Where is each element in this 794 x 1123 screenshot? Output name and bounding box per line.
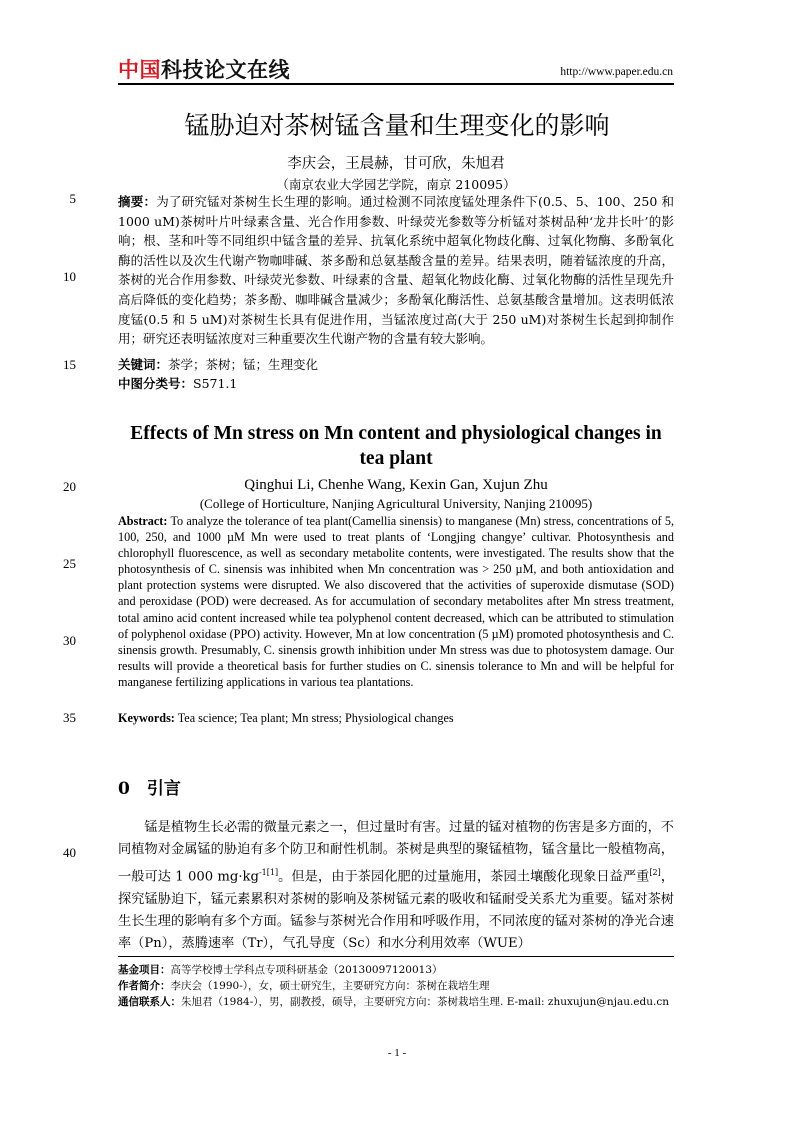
abstract-en-label: Abstract: xyxy=(118,514,168,528)
header-rule xyxy=(118,83,674,85)
abstract-en-text: To analyze the tolerance of tea plant(Camellia sinensis) to manganese (Mn) stress, concentrations of 5, 100, 250, and 1000 µM Mn were used to treat plants of ‘Longjing changye’ cultivar. Photosynthesis and chlorophyll fluorescence, as well as secondary metabolite contents, were investigated. The results show that the photosynthesis of C. sinensis was inhibited when Mn concentration was > 250 µM, and both antioxidation and plant protection systems were disrupted. We also discovered that the activities of superoxide dismutase (SOD) and peroxidase (POD) were decreased. As for accumulation of secondary metabolites after Mn stress treatment, total amino acid content increased while tea polyphenol content decreased, which can be attributed to stimulation of polyphenol oxidase (PPO) activity. However, Mn at low concentration (5 µM) promoted photosynthesis and C. sinensis growth. Presumably, C. sinensis growth inhibition under Mn stress was due to photosystem damage. Our results will provide a theoretical basis for further studies on C. sinensis tolerance to Mn and will be helpful for manganese fertilizing applications in various tea plantations. xyxy=(118,514,674,689)
section-title: 0 引言 xyxy=(118,779,181,799)
footnote-contact-text: 朱旭君（1984-），男，副教授，硕导，主要研究方向：茶树栽培生理. E-mail: zhuxujun@njau.edu.cn xyxy=(181,996,669,1008)
keywords-en-label: Keywords: xyxy=(118,711,175,725)
line-number: 35 xyxy=(63,710,76,725)
line-number: 10 xyxy=(63,269,76,284)
footnote-funding-label: 基金项目： xyxy=(118,964,171,976)
intro-text-1: 锰是植物生长必需的微量元素之一，但过量时有害。过量的锰对植物的伤害是多方面的，不同植物对金属锰的胁迫有多个防卫和耐性机制。茶树是典型的聚锰植物，锰含量比一般植物高，一般可达 1 000 mg·kg xyxy=(118,820,674,885)
page-number: - 1 - xyxy=(387,1047,407,1059)
title-zh: 锰胁迫对茶树锰含量和生理变化的影响 xyxy=(184,111,610,140)
line-number: 25 xyxy=(63,556,76,571)
footnote-funding-text: 高等学校博士学科点专项科研基金（20130097120013） xyxy=(170,964,443,976)
footnote-author-label: 作者简介： xyxy=(118,980,171,992)
line-number: 30 xyxy=(63,633,76,648)
affiliation-zh: （南京农业大学园艺学院，南京 210095） xyxy=(276,177,516,192)
keywords-en xyxy=(118,710,674,726)
footnote-rule xyxy=(118,956,674,957)
keywords-zh-text: 茶学；茶树；锰；生理变化 xyxy=(168,357,319,372)
keywords-zh xyxy=(118,355,674,375)
footnote-author xyxy=(118,978,718,994)
authors-en: Qinghui Li, Chenhe Wang, Kexin Gan, Xujun Zhu xyxy=(244,477,548,493)
clc-zh-label: 中图分类号： xyxy=(118,376,194,391)
abstract-zh-text: 为了研究锰对茶树生长生理的影响。通过检测不同浓度锰处理条件下(0.5、5、100、250 和 1000 uM)茶树叶片叶绿素含量、光合作用参数、叶绿荧光参数等分析锰对茶树品种‘龙井长叶’的影响；根、茎和叶等不同组织中锰含量的差异、抗氧化系统中超氧化物歧化酶、过氧化物酶、多酚氧化酶的活性以及次生代谢产物咖啡碱、茶多酚和总氨基酸含量的差异。结果表明，随着锰浓度的升高，茶树的光合作用参数、叶绿荧光参数、叶绿素的含量、超氧化物歧化酶、过氧化物酶的活性呈现先升高后降低的变化趋势；茶多酚、咖啡碱含量减少；多酚氧化酶活性、总氨基酸含量增加。这表明低浓度锰(0.5 和 5 uM)对茶树生长具有促进作用，当锰浓度过高(大于 250 uM)对茶树生长起到抑制作用；研究还表明锰浓度对三种重要次生代谢产物的含量有较大影响。 xyxy=(118,194,674,347)
intro-sup-2: [2] xyxy=(649,867,661,877)
abstract-zh xyxy=(118,192,674,349)
keywords-en-text: Tea science; Tea plant; Mn stress; Physiological changes xyxy=(177,711,454,725)
keywords-zh-label: 关键词： xyxy=(118,357,169,372)
clc-zh xyxy=(118,374,674,394)
footnote-author-text: 李庆会（1990-），女，硕士研究生，主要研究方向：茶树在栽培生理 xyxy=(170,980,490,992)
affiliation-en: (College of Horticulture, Nanjing Agricultural University, Nanjing 210095) xyxy=(199,496,593,511)
intro-text-3: ，探究锰胁迫下，锰元素累积对茶树的影响及茶树锰元素的吸收和锰耐受关系尤为重要。锰对茶树生长生理的影响有多个方面。锰参与茶树光合作用和呼吸作用，不同浓度的锰对茶树的净光合速率（Pn），蒸腾速率（Tr），气孔导度（Sc）和水分利用效率（WUE） xyxy=(118,869,675,952)
header-url[interactable]: http://www.paper.edu.cn xyxy=(560,66,673,78)
line-number: 40 xyxy=(63,845,76,860)
footnote-contact-label: 通信联系人： xyxy=(118,996,181,1008)
line-number: 15 xyxy=(63,357,76,372)
intro-text-2: 。但是，由于茶园化肥的过量施用，茶园土壤酸化现象日益严重 xyxy=(278,869,650,885)
intro-paragraph xyxy=(118,817,674,956)
footnote-funding xyxy=(118,962,718,978)
logo-black-text: 科技论文在线 xyxy=(161,58,290,82)
footnote-contact xyxy=(118,994,718,1010)
line-number: 20 xyxy=(63,479,76,494)
site-logo xyxy=(118,58,290,82)
abstract-en xyxy=(118,513,674,690)
intro-sup-1: -1[1] xyxy=(258,867,279,877)
abstract-zh-label: 摘要： xyxy=(118,194,157,209)
authors-zh: 李庆会，王晨赫，甘可欣，朱旭君 xyxy=(287,156,505,172)
clc-zh-text: S571.1 xyxy=(193,376,238,391)
title-en: Effects of Mn stress on Mn content and physiological changes in tea plant xyxy=(130,423,662,469)
line-number: 5 xyxy=(69,191,76,206)
logo-red-text: 中国 xyxy=(118,58,161,82)
